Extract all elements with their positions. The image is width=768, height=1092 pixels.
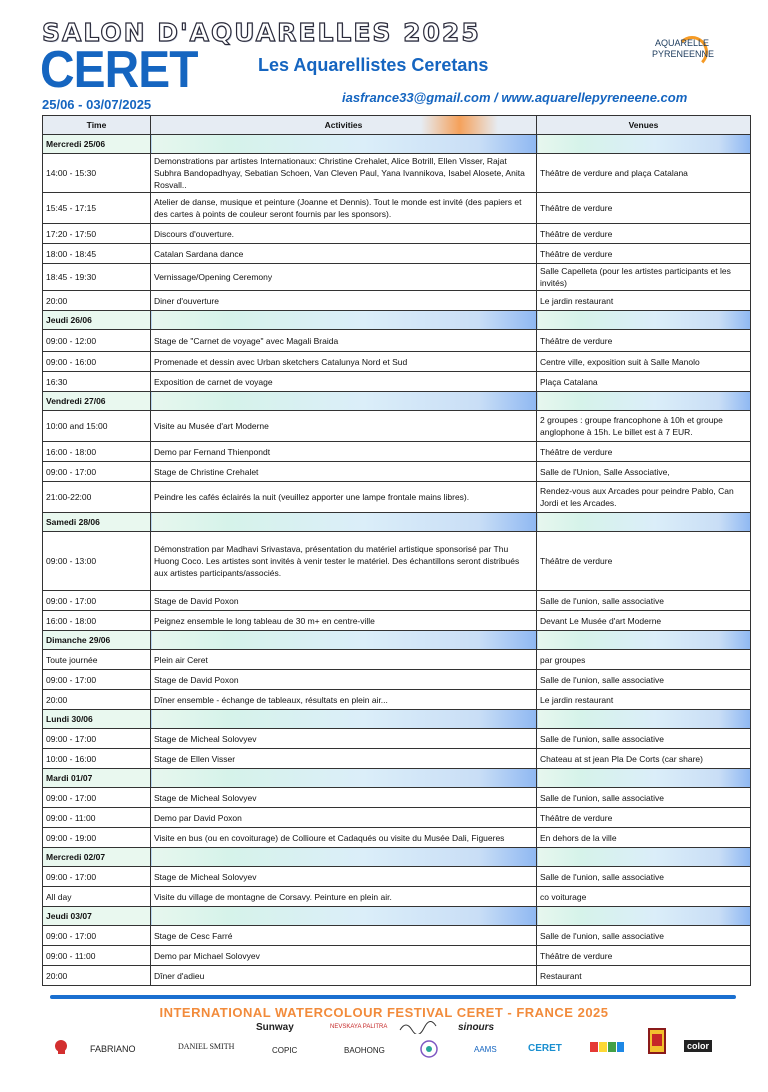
- sponsor-aams: AAMS: [474, 1045, 497, 1054]
- schedule-activity-cell: Démonstration par Madhavi Srivastava, présentation du matériel artistique sponsorisé par Thu Huong Coco. Les artistes sont invités à venir tester le matériel. Des échantillons seront distribués aux artistes participants/associés.: [151, 532, 537, 591]
- schedule-row: [43, 729, 751, 749]
- schedule-activity-cell: Catalan Sardana dance: [151, 244, 537, 264]
- day-header-row: [43, 631, 751, 650]
- day-spacer-cell: [151, 631, 537, 650]
- schedule-time-cell: All day: [43, 887, 151, 907]
- day-spacer-cell: [537, 848, 751, 867]
- day-header-row: [43, 311, 751, 330]
- day-header-row: [43, 848, 751, 867]
- schedule-time-cell: 10:00 - 16:00: [43, 749, 151, 769]
- schedule-time-cell: 09:00 - 17:00: [43, 670, 151, 690]
- festival-dates: 25/06 - 03/07/2025: [42, 97, 152, 112]
- schedule-activity-cell: Diner d'ouverture: [151, 291, 537, 311]
- day-label: Samedi 28/06: [43, 513, 151, 532]
- day-spacer-cell: [537, 769, 751, 788]
- schedule-venue-cell: Salle de l'union, salle associative: [537, 729, 751, 749]
- schedule-venue-cell: Théâtre de verdure: [537, 224, 751, 244]
- schedule-activity-cell: Stage de "Carnet de voyage" avec Magali Braida: [151, 330, 537, 352]
- sponsor-daniel-smith: DANIEL SMITH: [178, 1042, 235, 1051]
- schedule-venue-cell: Salle de l'union, salle associative: [537, 788, 751, 808]
- schedule-time-cell: 20:00: [43, 690, 151, 710]
- schedule-venue-cell: Rendez-vous aux Arcades pour peindre Pablo, Can Jordi et les Arcades.: [537, 482, 751, 513]
- sponsor-sunway: Sunway: [256, 1022, 294, 1033]
- sponsor-colorful-logo-icon: [590, 1040, 624, 1054]
- day-spacer-cell: [151, 513, 537, 532]
- schedule-row: [43, 828, 751, 848]
- day-spacer-cell: [537, 392, 751, 411]
- schedule-activity-cell: Demo par Fernand Thienpondt: [151, 442, 537, 462]
- sponsor-round-logo-icon: [420, 1040, 438, 1058]
- schedule-activity-cell: Exposition de carnet de voyage: [151, 372, 537, 392]
- schedule-venue-cell: Salle Capelleta (pour les artistes participants et les invités): [537, 264, 751, 291]
- day-header-row: [43, 135, 751, 154]
- schedule-venue-cell: Devant Le Musée d'art Moderne: [537, 611, 751, 631]
- schedule-activity-cell: Demo par Michael Solovyev: [151, 946, 537, 966]
- sponsor-baohong: BAOHONG: [344, 1046, 385, 1055]
- schedule-time-cell: 16:30: [43, 372, 151, 392]
- col-header-time: Time: [43, 116, 151, 135]
- logo-line-1: AQUARELLE: [654, 38, 710, 48]
- schedule-venue-cell: par groupes: [537, 650, 751, 670]
- schedule-venue-cell: co voiturage: [537, 887, 751, 907]
- festival-banner: INTERNATIONAL WATERCOLOUR FESTIVAL CERET - FRANCE 2025: [159, 1005, 609, 1020]
- schedule-time-cell: 15:45 - 17:15: [43, 193, 151, 224]
- schedule-time-cell: 14:00 - 15:30: [43, 154, 151, 193]
- schedule-venue-cell: Théâtre de verdure: [537, 442, 751, 462]
- schedule-body: [43, 135, 751, 986]
- schedule-activity-cell: Promenade et dessin avec Urban sketchers Catalunya Nord et Sud: [151, 352, 537, 372]
- schedule-row: [43, 926, 751, 946]
- schedule-venue-cell: Théâtre de verdure: [537, 193, 751, 224]
- sponsor-crest-icon: [648, 1028, 666, 1054]
- salon-title: SALON D'AQUARELLES 2025: [42, 18, 481, 47]
- schedule-activity-cell: Visite en bus (ou en covoiturage) de Collioure et Cadaqués ou visite du Musée Dali, Figueres: [151, 828, 537, 848]
- schedule-venue-cell: Théâtre de verdure and plaça Catalana: [537, 154, 751, 193]
- schedule-activity-cell: Visite du village de montagne de Corsavy. Peinture en plein air.: [151, 887, 537, 907]
- schedule-activity-cell: Stage de David Poxon: [151, 591, 537, 611]
- schedule-row: [43, 244, 751, 264]
- schedule-activity-cell: Demo par David Poxon: [151, 808, 537, 828]
- schedule-time-cell: 17:20 - 17:50: [43, 224, 151, 244]
- schedule-row: [43, 946, 751, 966]
- schedule-time-cell: 21:00-22:00: [43, 482, 151, 513]
- sponsor-copic: COPIC: [272, 1046, 298, 1055]
- schedule-row: [43, 966, 751, 986]
- schedule-venue-cell: Le jardin restaurant: [537, 690, 751, 710]
- day-header-row: [43, 513, 751, 532]
- schedule-table: [42, 115, 751, 986]
- schedule-activity-cell: Stage de Christine Crehalet: [151, 462, 537, 482]
- schedule-activity-cell: Visite au Musée d'art Moderne: [151, 411, 537, 442]
- schedule-activity-cell: Peignez ensemble le long tableau de 30 m+ en centre-ville: [151, 611, 537, 631]
- schedule-row: [43, 611, 751, 631]
- schedule-time-cell: 09:00 - 17:00: [43, 867, 151, 887]
- schedule-venue-cell: Salle de l'union, salle associative: [537, 670, 751, 690]
- schedule-venue-cell: Salle de l'union, salle associative: [537, 926, 751, 946]
- schedule-time-cell: 18:45 - 19:30: [43, 264, 151, 291]
- schedule-time-cell: 09:00 - 17:00: [43, 926, 151, 946]
- day-label: Lundi 30/06: [43, 710, 151, 729]
- schedule-activity-cell: Discours d'ouverture.: [151, 224, 537, 244]
- sponsor-sinours: sinours: [458, 1022, 495, 1033]
- day-label: Mercredi 02/07: [43, 848, 151, 867]
- schedule-venue-cell: Théâtre de verdure: [537, 244, 751, 264]
- schedule-row: [43, 224, 751, 244]
- schedule-activity-cell: Vernissage/Opening Ceremony: [151, 264, 537, 291]
- schedule-row: [43, 482, 751, 513]
- sponsor-ceret: CERET: [528, 1043, 562, 1054]
- schedule-time-cell: 09:00 - 16:00: [43, 352, 151, 372]
- day-label: Mardi 01/07: [43, 769, 151, 788]
- contact-info[interactable]: iasfrance33@gmail.com / www.aquarellepyreneene.com: [342, 90, 688, 105]
- schedule-row: [43, 867, 751, 887]
- schedule-time-cell: 09:00 - 11:00: [43, 946, 151, 966]
- schedule-row: [43, 154, 751, 193]
- schedule-time-cell: 09:00 - 17:00: [43, 729, 151, 749]
- schedule-venue-cell: Chateau at st jean Pla De Corts (car share): [537, 749, 751, 769]
- schedule-time-cell: 20:00: [43, 291, 151, 311]
- schedule-time-cell: 09:00 - 19:00: [43, 828, 151, 848]
- day-label: Dimanche 29/06: [43, 631, 151, 650]
- header: [0, 0, 768, 114]
- schedule-venue-cell: Théâtre de verdure: [537, 330, 751, 352]
- day-label: Mercredi 25/06: [43, 135, 151, 154]
- day-header-row: [43, 907, 751, 926]
- col-header-activities: Activities: [151, 116, 537, 135]
- sponsor-fabriano: FABRIANO: [90, 1044, 136, 1054]
- schedule-row: [43, 352, 751, 372]
- schedule-activity-cell: Stage de David Poxon: [151, 670, 537, 690]
- city-title: CERET: [40, 41, 198, 99]
- day-spacer-cell: [537, 513, 751, 532]
- schedule-time-cell: 09:00 - 12:00: [43, 330, 151, 352]
- logo-line-2: PYRENEENNE: [652, 49, 715, 59]
- schedule-time-cell: 16:00 - 18:00: [43, 611, 151, 631]
- schedule-row: [43, 690, 751, 710]
- schedule-venue-cell: Salle de l'union, salle associative: [537, 867, 751, 887]
- schedule-row: [43, 532, 751, 591]
- table-header-row: [43, 116, 751, 135]
- schedule-time-cell: 09:00 - 17:00: [43, 462, 151, 482]
- day-spacer-cell: [151, 392, 537, 411]
- schedule-activity-cell: Dîner ensemble - échange de tableaux, résultats en plein air...: [151, 690, 537, 710]
- schedule-row: [43, 193, 751, 224]
- day-spacer-cell: [537, 631, 751, 650]
- schedule-row: [43, 650, 751, 670]
- schedule-time-cell: Toute journée: [43, 650, 151, 670]
- day-spacer-cell: [151, 135, 537, 154]
- schedule-row: [43, 749, 751, 769]
- schedule-activity-cell: Stage de Micheal Solovyev: [151, 788, 537, 808]
- day-spacer-cell: [151, 311, 537, 330]
- schedule-activity-cell: Stage de Ellen Visser: [151, 749, 537, 769]
- schedule-row: [43, 372, 751, 392]
- schedule-activity-cell: Atelier de danse, musique et peinture (Joanne et Dennis). Tout le monde est invité (des papiers et des cartes à points de couleur seront fournis par les sponsors).: [151, 193, 537, 224]
- day-spacer-cell: [151, 907, 537, 926]
- schedule-venue-cell: Théâtre de verdure: [537, 808, 751, 828]
- schedule-time-cell: 09:00 - 13:00: [43, 532, 151, 591]
- schedule-time-cell: 10:00 and 15:00: [43, 411, 151, 442]
- schedule-row: [43, 291, 751, 311]
- schedule-row: [43, 591, 751, 611]
- footer-divider: [50, 995, 736, 999]
- schedule-venue-cell: Restaurant: [537, 966, 751, 986]
- col-header-venues: Venues: [537, 116, 751, 135]
- schedule-venue-cell: Théâtre de verdure: [537, 532, 751, 591]
- schedule-venue-cell: Le jardin restaurant: [537, 291, 751, 311]
- schedule-row: [43, 887, 751, 907]
- association-name: Les Aquarellistes Ceretans: [258, 55, 489, 75]
- schedule-row: [43, 442, 751, 462]
- schedule-activity-cell: Stage de Micheal Solovyev: [151, 867, 537, 887]
- schedule-venue-cell: Salle de l'union, salle associative: [537, 591, 751, 611]
- schedule-venue-cell: Salle de l'Union, Salle Associative,: [537, 462, 751, 482]
- day-spacer-cell: [537, 710, 751, 729]
- schedule-activity-cell: Stage de Micheal Solovyev: [151, 729, 537, 749]
- schedule-venue-cell: 2 groupes : groupe francophone à 10h et groupe anglophone à 15h. Le billet est à 7 EUR.: [537, 411, 751, 442]
- schedule-row: [43, 808, 751, 828]
- sponsor-signature-logo-icon: [398, 1020, 438, 1034]
- schedule-row: [43, 788, 751, 808]
- schedule-row: [43, 670, 751, 690]
- day-label: Jeudi 26/06: [43, 311, 151, 330]
- day-header-row: [43, 769, 751, 788]
- day-header-row: [43, 710, 751, 729]
- day-spacer-cell: [537, 311, 751, 330]
- schedule-venue-cell: Plaça Catalana: [537, 372, 751, 392]
- sponsor-red-logo-icon: [52, 1038, 72, 1056]
- schedule-time-cell: 16:00 - 18:00: [43, 442, 151, 462]
- schedule-time-cell: 09:00 - 17:00: [43, 591, 151, 611]
- schedule-time-cell: 20:00: [43, 966, 151, 986]
- schedule-row: [43, 411, 751, 442]
- day-spacer-cell: [537, 135, 751, 154]
- schedule-activity-cell: Demonstrations par artistes Internationaux: Christine Crehalet, Alice Botrill, Ellen Visser, Rajat Subhra Bandopadhyay, Sebatian Schoen, Van Cleven Paul, Yana Ivannikova, Isabel Alosete, Anita Rosvall..: [151, 154, 537, 193]
- schedule-time-cell: 09:00 - 11:00: [43, 808, 151, 828]
- day-label: Jeudi 03/07: [43, 907, 151, 926]
- sponsor-nevskaya: NEVSKAYA PALITRA: [330, 1024, 388, 1030]
- schedule-row: [43, 330, 751, 352]
- schedule-time-cell: 18:00 - 18:45: [43, 244, 151, 264]
- schedule-venue-cell: Théâtre de verdure: [537, 946, 751, 966]
- schedule-venue-cell: Centre ville, exposition suit à Salle Manolo: [537, 352, 751, 372]
- schedule-activity-cell: Peindre les cafés éclairés la nuit (veuillez apporter une lampe frontale mains libres).: [151, 482, 537, 513]
- day-spacer-cell: [151, 710, 537, 729]
- schedule-activity-cell: Stage de Cesc Farré: [151, 926, 537, 946]
- aquarelle-pyreneenne-logo: [650, 22, 715, 70]
- schedule-venue-cell: En dehors de la ville: [537, 828, 751, 848]
- schedule-activity-cell: Plein air Ceret: [151, 650, 537, 670]
- day-header-row: [43, 392, 751, 411]
- sponsor-color: color: [684, 1040, 712, 1052]
- day-spacer-cell: [537, 907, 751, 926]
- schedule-row: [43, 264, 751, 291]
- day-label: Vendredi 27/06: [43, 392, 151, 411]
- day-spacer-cell: [151, 848, 537, 867]
- day-spacer-cell: [151, 769, 537, 788]
- schedule-row: [43, 462, 751, 482]
- schedule-time-cell: 09:00 - 17:00: [43, 788, 151, 808]
- schedule-activity-cell: Dîner d'adieu: [151, 966, 537, 986]
